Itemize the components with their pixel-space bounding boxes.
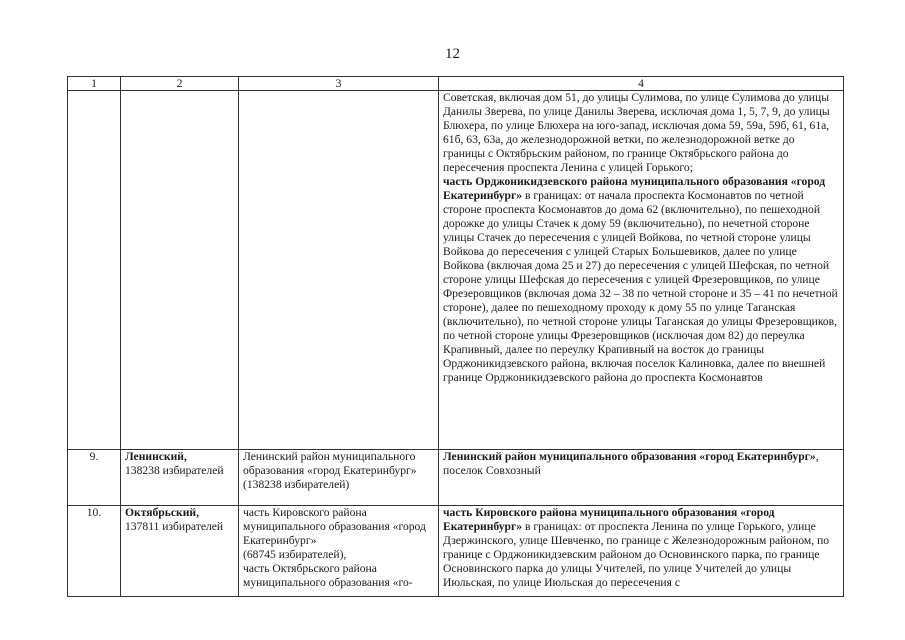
description-text: в границах: от проспекта Ленина по улице Горького, улице Дзержинского, улице Шевченко, по границе с Железнодорожным районом, по границе с Орджоникидзевским районом до Основинского парка, по границе Основинского парка до улицы Учителей, по улице Учителей до улицы Июльская, по улице Июльская до пересечения с bbox=[443, 520, 830, 589]
description-bold-text: часть Орджоникидзевского района муниципального образования «город Екатеринбург» bbox=[443, 175, 826, 202]
row-number: 9. bbox=[68, 450, 121, 506]
description-text: Советская, включая дом 51, до улицы Сулимова, по улице Сулимова до улицы Данилы Зверева, по улице Данилы Зверева, исключая дома 1, 5, 7, 9, до улицы Блюхера, по улице Блюхера на юго-запад, исключая дома 59, 59а, 59б, 61, 61а, 61б, 63, 63а, до железнодорожной ветки, по железнодорожной ветке до границы с Октябрьским районом, по границе Октябрьского района до пересечения проспекта Ленина с улицей Горького; bbox=[443, 91, 830, 174]
district-voters: 138238 избирателей bbox=[125, 464, 224, 477]
districts-table bbox=[67, 76, 844, 597]
table-row bbox=[68, 450, 844, 506]
page-number: 12 bbox=[445, 46, 460, 62]
district-name: Ленинский, bbox=[125, 450, 187, 463]
description-paragraph bbox=[443, 91, 839, 175]
table-header-row bbox=[68, 77, 844, 91]
column-header-4: 4 bbox=[439, 77, 844, 91]
description-bold-text: часть Кировского района муниципального образования «город Екатеринбург» bbox=[443, 506, 775, 533]
description-text: , поселок Совхозный bbox=[443, 450, 819, 477]
description-cell bbox=[439, 91, 844, 450]
column-header-1: 1 bbox=[68, 77, 121, 91]
table-row bbox=[68, 506, 844, 597]
district-cell bbox=[121, 450, 239, 506]
description-cell bbox=[439, 506, 844, 597]
composition-cell bbox=[239, 450, 439, 506]
description-cell bbox=[439, 450, 844, 506]
composition-line: (138238 избирателей) bbox=[243, 478, 350, 491]
table-row bbox=[68, 91, 844, 450]
district-name: Октябрьский, bbox=[125, 506, 199, 519]
row-number: 10. bbox=[68, 506, 121, 597]
composition-line: часть Октябрьского района муниципального образования «го- bbox=[243, 562, 413, 589]
column-header-3: 3 bbox=[239, 77, 439, 91]
composition-line: Ленинский район муниципального образования «город Екатеринбург» bbox=[243, 450, 417, 477]
row-number bbox=[68, 91, 121, 450]
description-paragraph bbox=[443, 175, 839, 385]
composition-cell bbox=[239, 91, 439, 450]
composition-cell bbox=[239, 506, 439, 597]
column-header-2: 2 bbox=[121, 77, 239, 91]
composition-line: часть Кировского района муниципального образования «город Екатеринбург» bbox=[243, 506, 426, 547]
description-bold-text: Ленинский район муниципального образования «город Екатеринбург» bbox=[443, 450, 816, 463]
district-voters: 137811 избирателей bbox=[125, 520, 224, 533]
composition-line: (68745 избирателей), bbox=[243, 548, 347, 561]
description-text: в границах: от начала проспекта Космонавтов по четной стороне проспекта Космонавтов до дома 62 (включительно), по пешеходной дорожке до улицы Стачек к дому 59 (включительно), по нечетной стороне улицы Стачек до пересечения с улицей Войкова, по четной стороне улицы Войкова до пересечения с улицей Старых Большевиков, далее по улице Войкова (включая дома 25 и 27) до пересечения с улицей Шефская, по четной стороне улицы Шефская до пересечения с улицей Фрезеровщиков, по улице Фрезеровщиков (включая дома 32 – 38 по четной стороне и 35 – 41 по нечетной стороне), далее по пешеходному проходу к дому 55 по улице Таганская (включительно), по четной стороне улицы Таганская до улицы Фрезеровщиков, по четной стороне улицы Фрезеровщиков (исключая дом 82) до переулка Крапивный, далее по переулку Крапивный на восток до границы Орджоникидзевского района, включая поселок Калиновка, далее по внешней границе Орджоникидзевского района до проспекта Космонавтов bbox=[443, 189, 838, 384]
district-cell bbox=[121, 506, 239, 597]
district-cell bbox=[121, 91, 239, 450]
